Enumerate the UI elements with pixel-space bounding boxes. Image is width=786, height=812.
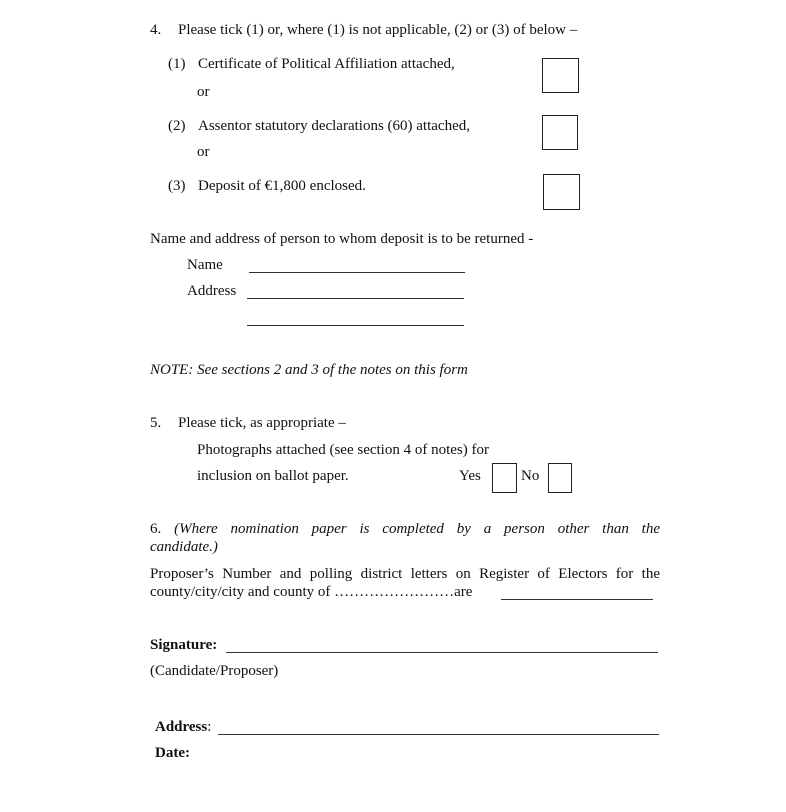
register-entry-field[interactable] [501,599,653,600]
signature-label: Signature: [150,637,218,653]
q6-number: 6. [150,521,162,537]
signature-field[interactable] [226,652,658,653]
yes-label: Yes [459,468,481,484]
yes-checkbox[interactable] [492,463,517,493]
final-address-label [155,718,211,736]
q4-option-1-number: (1) [168,56,186,72]
date-label: Date: [155,745,190,761]
signature-role: (Candidate/Proposer) [150,663,279,679]
no-label: No [521,468,540,484]
no-checkbox[interactable] [548,463,572,493]
or-text: or [197,144,210,160]
q5-line-1: Photographs attached (see section 4 of notes) for [197,442,489,458]
q4-option-2-checkbox[interactable] [542,115,578,150]
name-field[interactable] [249,272,465,273]
q6-instruction-text: (Where nomination paper is completed by a person other than the [174,521,660,537]
q6-instruction-line-2: candidate.) [150,539,218,555]
address-field-line-1[interactable] [247,298,464,299]
q4-option-2-text: Assentor statutory declarations (60) attached, [198,118,470,134]
q4-number: 4. [150,22,162,38]
q4-option-1-text: Certificate of Political Affiliation attached, [198,56,455,72]
q6-instruction-line-1 [150,520,660,538]
q4-option-3-number: (3) [168,178,186,194]
q4-prompt: Please tick (1) or, where (1) is not applicable, (2) or (3) of below – [178,22,578,38]
address-field-line-2[interactable] [247,325,464,326]
q4-option-1-checkbox[interactable] [542,58,579,93]
note-text: NOTE: See sections 2 and 3 of the notes on this form [150,362,468,378]
q5-number: 5. [150,415,162,431]
final-address-field[interactable] [218,734,659,735]
q4-option-3-text: Deposit of €1,800 enclosed. [198,178,366,194]
q4-option-3-checkbox[interactable] [543,174,580,210]
deposit-heading: Name and address of person to whom deposit is to be returned - [150,231,534,247]
or-text: or [197,84,210,100]
final-address-colon: : [207,719,212,735]
q5-line-2: inclusion on ballot paper. [197,468,349,484]
address-label: Address [187,283,237,299]
name-label: Name [187,257,223,273]
final-address-text: Address [155,719,208,735]
q6-proposer-line-2: county/city/city and county of ……………………are [150,584,473,600]
q4-option-2-number: (2) [168,118,186,134]
q6-proposer-line-1: Proposer’s Number and polling district letters on Register of Electors for the [150,566,660,582]
q5-prompt: Please tick, as appropriate – [178,415,346,431]
